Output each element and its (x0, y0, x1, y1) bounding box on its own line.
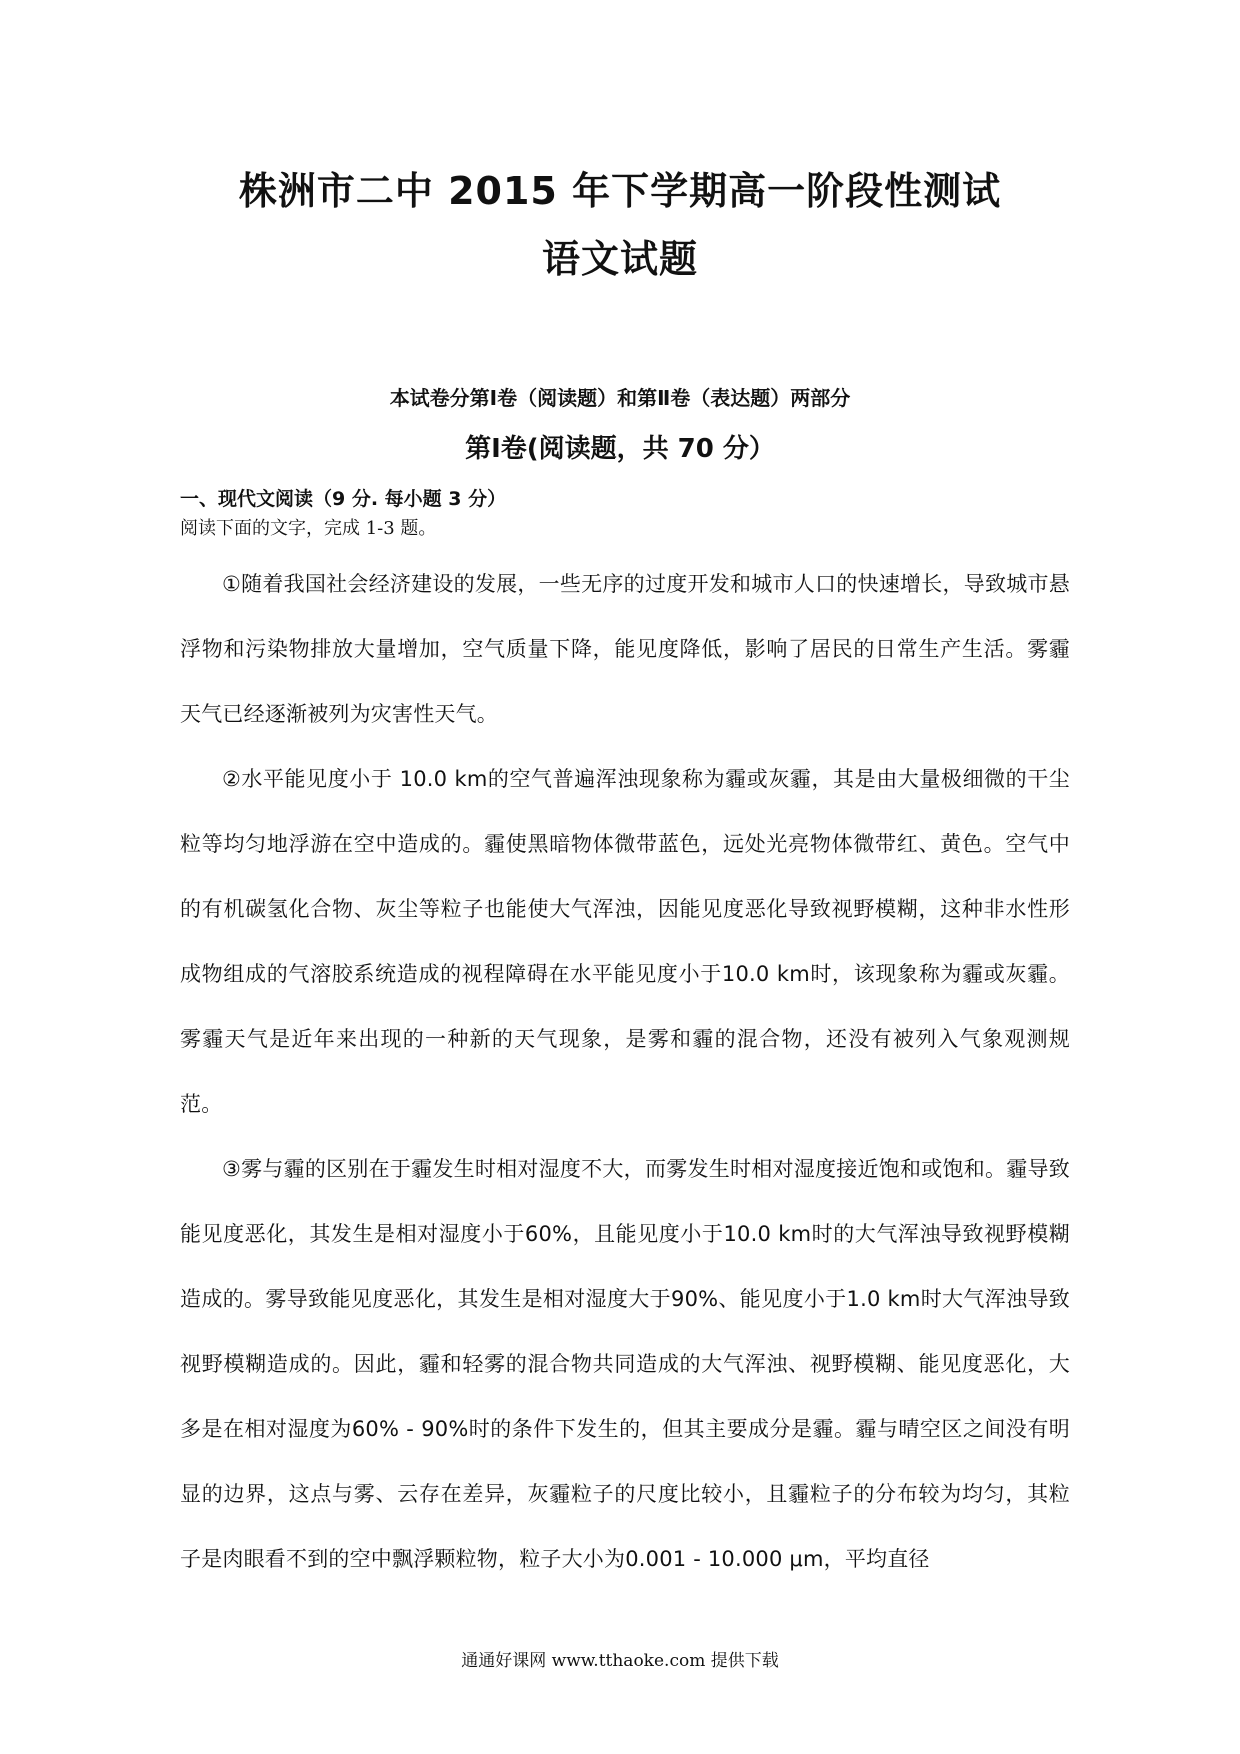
section-heading: 第Ⅰ卷(阅读题，共 70 分） (465, 434, 775, 464)
page-title: 株洲市二中 2015 年下学期高一阶段性测试 (238, 169, 1002, 213)
reading-passage (180, 552, 1070, 1592)
page-footer: 通通好课网 www.tthaoke.com 提供下载 (461, 1651, 779, 1671)
part-heading: 一、现代文阅读（9 分. 每小题 3 分） (180, 488, 507, 510)
page-subtitle: 语文试题 (541, 237, 698, 281)
passage-paragraph-1: ①随着我国社会经济建设的发展，一些无序的过度开发和城市人口的快速增长，导致城市悬浮物和污染物排放大量增加，空气质量下降，能见度降低，影响了居民的日常生产生活。雾霾天气已经逐渐被列为灾害性天气。 (180, 572, 1070, 726)
part-instruction: 阅读下面的文字，完成 1-3 题。 (180, 518, 437, 539)
passage-paragraph-2: ②水平能见度小于 10.0 km的空气普遍浑浊现象称为霾或灰霾，其是由大量极细微的干尘粒等均匀地浮游在空中造成的。霾使黑暗物体微带蓝色，远处光亮物体微带红、黄色。空气中的有机碳氢化合物、灰尘等粒子也能使大气浑浊，因能见度恶化导致视野模糊，这种非水性形成物组成的气溶胶系统造成的视程障碍在水平能见度小于10.0 km时，该现象称为霾或灰霾。雾霾天气是近年来出现的一种新的天气现象，是雾和霾的混合物，还没有被列入气象观测规范。 (180, 767, 1070, 1116)
exam-intro: 本试卷分第Ⅰ卷（阅读题）和第Ⅱ卷（表达题）两部分 (389, 386, 851, 410)
passage-paragraph-3: ③雾与霾的区别在于霾发生时相对湿度不大，而雾发生时相对湿度接近饱和或饱和。霾导致能见度恶化，其发生是相对湿度小于60%，且能见度小于10.0 km时的大气浑浊导致视野模糊造成的。雾导致能见度恶化，其发生是相对湿度大于90%、能见度小于1.0 km时大气浑浊导致视野模糊造成的。因此，霾和轻雾的混合物共同造成的大气浑浊、视野模糊、能见度恶化，大多是在相对湿度为60% - 90%时的条件下发生的，但其主要成分是霾。霾与晴空区之间没有明显的边界，这点与雾、云存在差异，灰霾粒子的尺度比较小，且霾粒子的分布较为均匀，其粒子是肉眼看不到的空中飘浮颗粒物，粒子大小为0.001 - 10.000 μm，平均直径 (180, 1157, 1070, 1571)
